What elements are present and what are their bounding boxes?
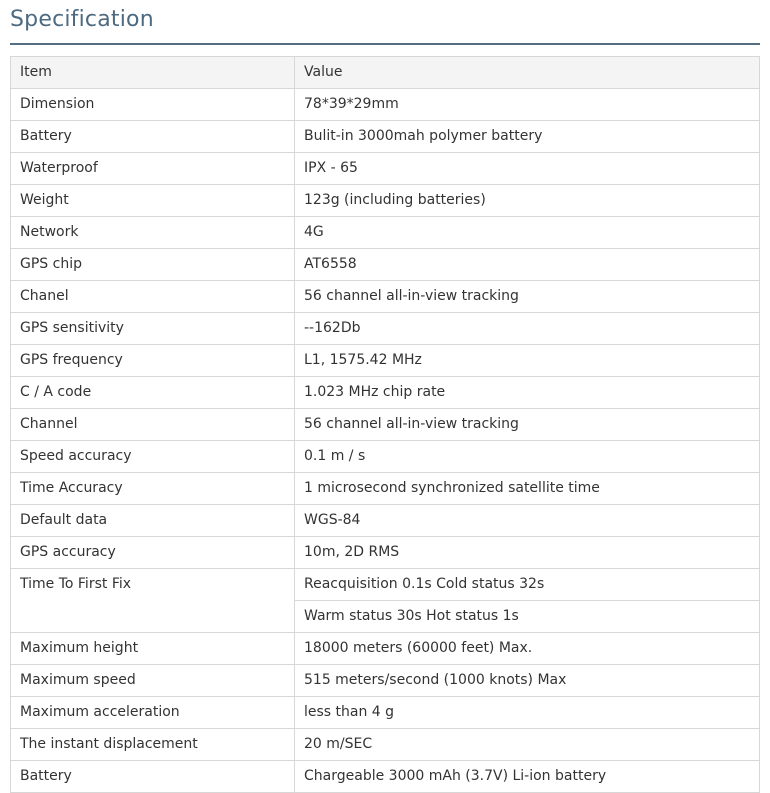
- title-divider: [10, 43, 760, 45]
- spec-item-cell: Battery: [11, 121, 295, 153]
- table-row: [11, 761, 760, 793]
- column-header-item: Item: [11, 57, 295, 89]
- spec-value-cell: AT6558: [295, 249, 760, 281]
- spec-item-cell: Time Accuracy: [11, 473, 295, 505]
- table-header-row: [11, 57, 760, 89]
- page-title: Specification: [10, 7, 154, 32]
- spec-item-cell: Dimension: [11, 89, 295, 121]
- spec-value-cell: IPX - 65: [295, 153, 760, 185]
- table-row: [11, 313, 760, 345]
- table-row: [11, 729, 760, 761]
- table-row: [11, 377, 760, 409]
- table-row: [11, 505, 760, 537]
- spec-item-cell: Waterproof: [11, 153, 295, 185]
- spec-value-cell: WGS-84: [295, 505, 760, 537]
- spec-item-cell: The instant displacement: [11, 729, 295, 761]
- spec-item-cell: Maximum height: [11, 633, 295, 665]
- table-row: [11, 89, 760, 121]
- spec-value-cell: 1.023 MHz chip rate: [295, 377, 760, 409]
- spec-item-cell: Network: [11, 217, 295, 249]
- spec-item-cell: Maximum speed: [11, 665, 295, 697]
- table-row: [11, 441, 760, 473]
- spec-item-cell: Default data: [11, 505, 295, 537]
- table-row: [11, 249, 760, 281]
- spec-item-cell: GPS chip: [11, 249, 295, 281]
- table-row: [11, 281, 760, 313]
- spec-item-cell: GPS accuracy: [11, 537, 295, 569]
- spec-item-cell: Battery: [11, 761, 295, 793]
- spec-item-cell: GPS sensitivity: [11, 313, 295, 345]
- spec-value-cell: 4G: [295, 217, 760, 249]
- table-row: [11, 537, 760, 569]
- spec-value-cell: Chargeable 3000 mAh (3.7V) Li-ion battery: [295, 761, 760, 793]
- spec-item-cell: Channel: [11, 409, 295, 441]
- spec-item-cell: C / A code: [11, 377, 295, 409]
- table-row: [11, 185, 760, 217]
- specification-table: [10, 56, 760, 793]
- table-row: [11, 633, 760, 665]
- table-row: [11, 697, 760, 729]
- table-row: [11, 665, 760, 697]
- table-row: [11, 217, 760, 249]
- spec-item-cell: Speed accuracy: [11, 441, 295, 473]
- spec-item-cell: Chanel: [11, 281, 295, 313]
- spec-value-cell: 20 m/SEC: [295, 729, 760, 761]
- spec-value-cell: 515 meters/second (1000 knots) Max: [295, 665, 760, 697]
- spec-item-cell: Maximum acceleration: [11, 697, 295, 729]
- spec-value-cell: 10m, 2D RMS: [295, 537, 760, 569]
- spec-value-cell: 123g (including batteries): [295, 185, 760, 217]
- spec-item-cell: Weight: [11, 185, 295, 217]
- table-row: [11, 121, 760, 153]
- column-header-value: Value: [295, 57, 760, 89]
- spec-value-cell: 56 channel all-in-view tracking: [295, 409, 760, 441]
- spec-value-cell: less than 4 g: [295, 697, 760, 729]
- spec-value-cell: 78*39*29mm: [295, 89, 760, 121]
- spec-value-cell: 0.1 m / s: [295, 441, 760, 473]
- spec-value-cell: 18000 meters (60000 feet) Max.: [295, 633, 760, 665]
- spec-value-cell: --162Db: [295, 313, 760, 345]
- spec-item-cell: Time To First Fix: [11, 569, 295, 633]
- table-row: [11, 153, 760, 185]
- spec-value-cell: Warm status 30s Hot status 1s: [295, 601, 760, 633]
- table-row: [11, 409, 760, 441]
- spec-value-cell: L1, 1575.42 MHz: [295, 345, 760, 377]
- spec-value-cell: Bulit-in 3000mah polymer battery: [295, 121, 760, 153]
- spec-value-cell: Reacquisition 0.1s Cold status 32s: [295, 569, 760, 601]
- table-row: [11, 473, 760, 505]
- table-row: [11, 569, 760, 601]
- spec-item-cell: GPS frequency: [11, 345, 295, 377]
- table-row: [11, 345, 760, 377]
- spec-value-cell: 1 microsecond synchronized satellite time: [295, 473, 760, 505]
- spec-value-cell: 56 channel all-in-view tracking: [295, 281, 760, 313]
